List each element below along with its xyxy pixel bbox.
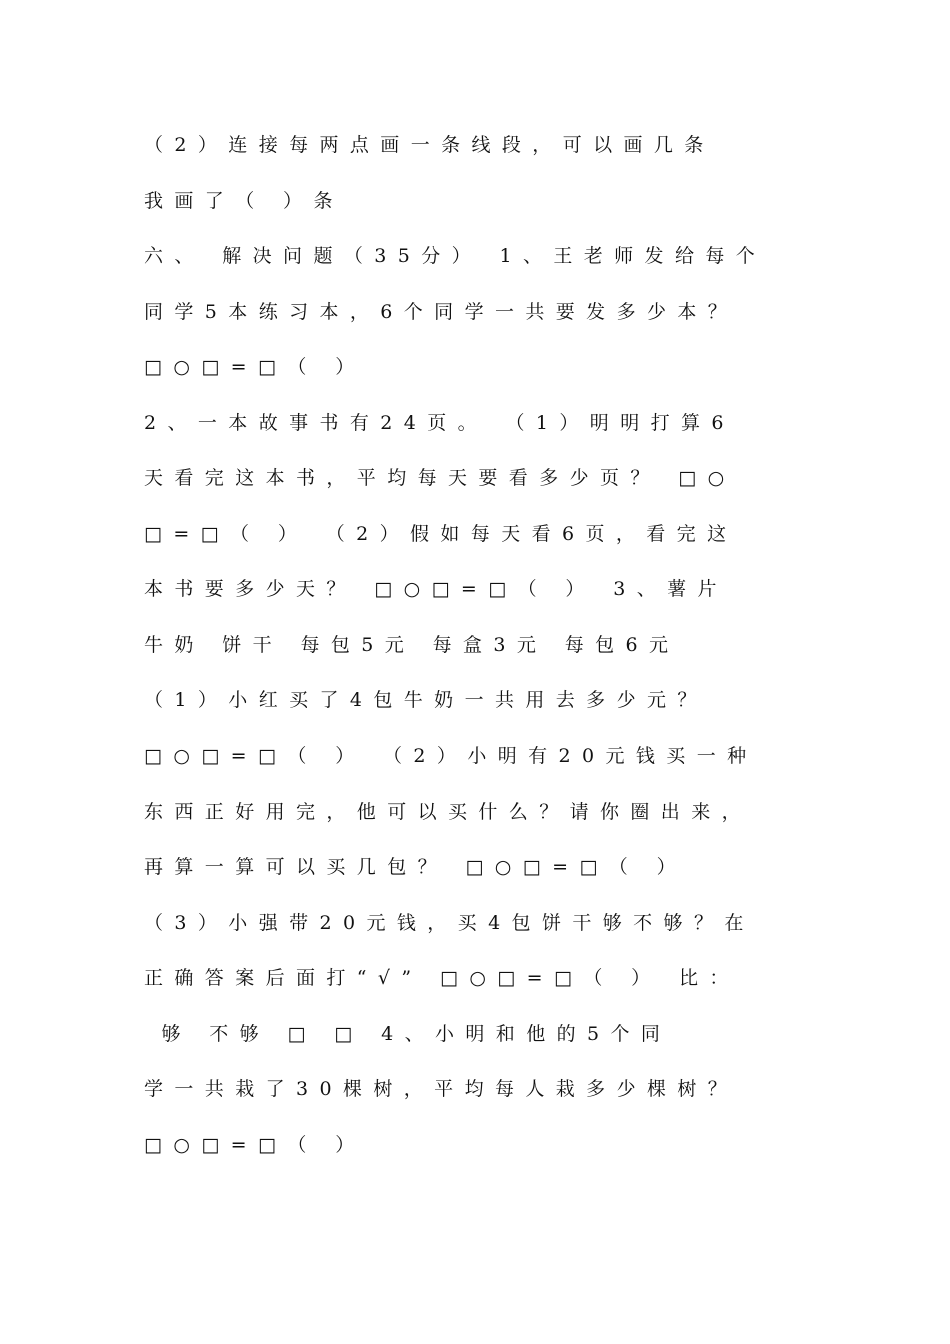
text-line: □=□（ ） （2）假如每天看6页，看完这 bbox=[144, 523, 738, 545]
text-line: 2、一本故事书有24页。 （1）明明打算6 bbox=[144, 412, 735, 434]
text-line: 天看完这本书，平均每天要看多少页？ □○ bbox=[144, 467, 736, 489]
text-line: 再算一算可以买几包？ □○□=□（ ） bbox=[144, 856, 688, 878]
text-line: □○□=□（ ） （2）小明有20元钱买一种 bbox=[144, 745, 758, 767]
text-line: 我画了（ ）条 bbox=[144, 190, 344, 212]
text-line: 牛奶 饼干 每包5元 每盒3元 每包6元 bbox=[144, 634, 680, 656]
text-line: 正确答案后面打“√” □○□=□（ ） 比： bbox=[144, 967, 740, 989]
text-line: 同学5本练习本，6个同学一共要发多少本？ bbox=[144, 301, 739, 323]
text-line: 六、 解决问题（35分） 1、王老师发给每个 bbox=[144, 245, 767, 267]
text-line: （2）连接每两点画一条线段，可以画几条 bbox=[144, 134, 715, 156]
text-line: 东西正好用完，他可以买什么？请你圈出来， bbox=[144, 801, 753, 823]
text-line: （3）小强带20元钱，买4包饼干够不够？在 bbox=[144, 912, 755, 934]
text-line: 本书要多少天？ □○□=□（ ） 3、薯片 bbox=[144, 578, 728, 600]
text-line: 学一共栽了30棵树，平均每人栽多少棵树？ bbox=[144, 1078, 739, 1100]
text-line: 够 不够 □ □ 4、小明和他的5个同 bbox=[144, 1023, 672, 1045]
text-line: □○□=□（ ） bbox=[144, 356, 366, 378]
text-line: □○□=□（ ） bbox=[144, 1134, 366, 1156]
text-line: （1）小红买了4包牛奶一共用去多少元？ bbox=[144, 689, 708, 711]
